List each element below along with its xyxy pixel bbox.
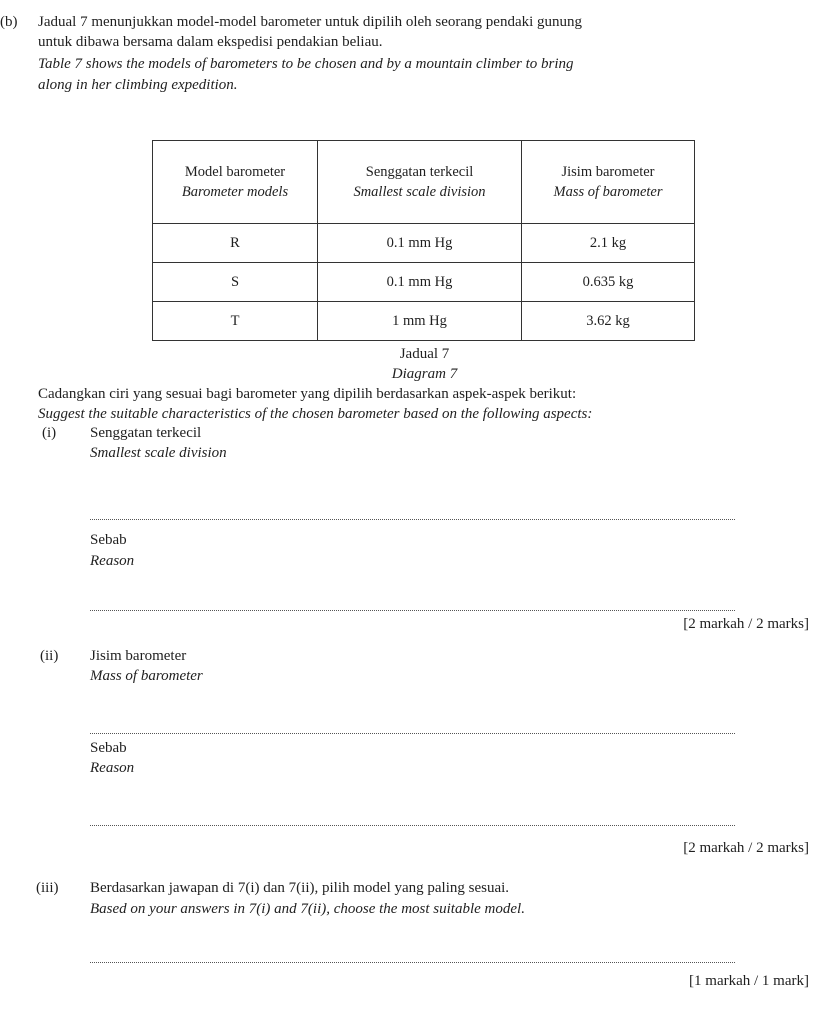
part-ii-marks: [2 markah / 2 marks] bbox=[683, 840, 809, 856]
intro-en-line-1: Table 7 shows the models of barometers to be chosen and by a mountain climber to bring bbox=[38, 56, 574, 72]
answer-line-i-characteristic[interactable] bbox=[90, 519, 735, 520]
header-model-ms: Model barometer bbox=[184, 164, 286, 180]
table-cell: 0.1 mm Hg bbox=[318, 224, 522, 263]
part-i-reason-ms: Sebab bbox=[90, 532, 127, 548]
part-ii-title-ms: Jisim barometer bbox=[90, 648, 187, 664]
table-caption-ms: Jadual 7 bbox=[399, 346, 450, 362]
header-mass bbox=[522, 141, 695, 224]
part-i-title-en: Smallest scale division bbox=[90, 445, 227, 461]
part-ii-reason-ms: Sebab bbox=[90, 740, 127, 756]
table-cell: S bbox=[153, 263, 318, 302]
answer-line-iii-model[interactable] bbox=[90, 962, 735, 963]
instruction-ms: Cadangkan ciri yang sesuai bagi barometer yang dipilih berdasarkan aspek-aspek berikut: bbox=[38, 386, 577, 402]
table-header-row bbox=[153, 141, 695, 224]
header-mass-ms: Jisim barometer bbox=[561, 164, 655, 180]
intro-ms-line-1: Jadual 7 menunjukkan model-model barometer untuk dipilih oleh seorang pendaki gunung bbox=[38, 14, 583, 30]
header-scale-en: Smallest scale division bbox=[353, 184, 486, 200]
barometer-table bbox=[152, 140, 695, 341]
table-cell: 3.62 kg bbox=[522, 302, 695, 341]
part-i-reason-en: Reason bbox=[90, 553, 135, 569]
header-model-en: Barometer models bbox=[181, 184, 289, 200]
table-cell: T bbox=[153, 302, 318, 341]
table-cell: 1 mm Hg bbox=[318, 302, 522, 341]
header-scale bbox=[318, 141, 522, 224]
intro-en-line-2: along in her climbing expedition. bbox=[38, 77, 238, 93]
answer-line-i-reason[interactable] bbox=[90, 610, 735, 611]
answer-line-ii-characteristic[interactable] bbox=[90, 733, 735, 734]
header-model bbox=[153, 141, 318, 224]
table-cell: 0.635 kg bbox=[522, 263, 695, 302]
instruction-en: Suggest the suitable characteristics of the chosen barometer based on the following aspects: bbox=[38, 406, 593, 422]
part-ii-number: (ii) bbox=[40, 648, 59, 664]
table-cell: 0.1 mm Hg bbox=[318, 263, 522, 302]
part-ii-reason-en: Reason bbox=[90, 760, 135, 776]
header-scale-ms: Senggatan terkecil bbox=[365, 164, 474, 180]
part-iii-number: (iii) bbox=[36, 880, 59, 896]
header-mass-en: Mass of barometer bbox=[553, 184, 663, 200]
table-row bbox=[153, 224, 695, 263]
intro-ms-line-2: untuk dibawa bersama dalam ekspedisi pendakian beliau. bbox=[38, 34, 383, 50]
table-row bbox=[153, 263, 695, 302]
question-label: (b) bbox=[0, 14, 18, 30]
part-ii-title-en: Mass of barometer bbox=[90, 668, 203, 684]
table-cell: 2.1 kg bbox=[522, 224, 695, 263]
answer-line-ii-reason[interactable] bbox=[90, 825, 735, 826]
part-i-title-ms: Senggatan terkecil bbox=[90, 425, 202, 441]
part-iii-title-ms: Berdasarkan jawapan di 7(i) dan 7(ii), pilih model yang paling sesuai. bbox=[90, 880, 510, 896]
table-caption-en: Diagram 7 bbox=[391, 366, 458, 382]
table-cell: R bbox=[153, 224, 318, 263]
part-iii-title-en: Based on your answers in 7(i) and 7(ii), choose the most suitable model. bbox=[90, 901, 525, 917]
part-i-number: (i) bbox=[42, 425, 57, 441]
part-i-marks: [2 markah / 2 marks] bbox=[683, 616, 809, 632]
part-iii-marks: [1 markah / 1 mark] bbox=[689, 973, 809, 989]
table-row bbox=[153, 302, 695, 341]
